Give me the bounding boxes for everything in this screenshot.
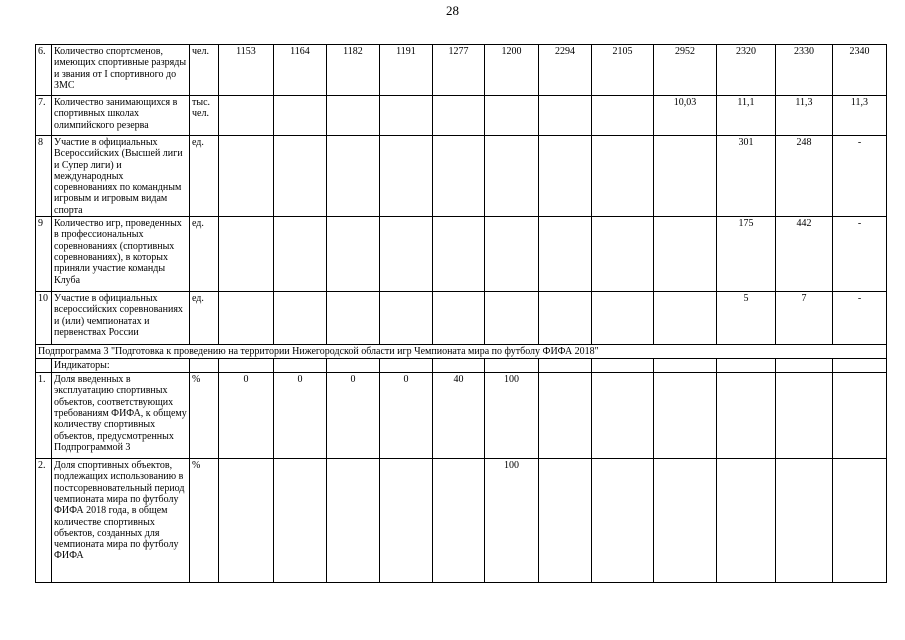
section-row (36, 345, 887, 359)
value-cell (776, 373, 833, 459)
value-cell (433, 96, 485, 136)
value-cell: 2330 (776, 45, 833, 96)
indicator-name: Доля введенных в эксплуатацию спортивных объектов, соответствующих требованиям ФИФА, к общему количеству спортивных объектов, предусмотренных Подпрограммой 3 (52, 373, 190, 459)
unit-cell: ед. (190, 217, 219, 292)
table-row (36, 459, 887, 583)
empty-cell (539, 359, 592, 373)
value-cell (485, 292, 539, 345)
value-cell (539, 292, 592, 345)
value-cell (327, 292, 380, 345)
value-cell: 2294 (539, 45, 592, 96)
row-number: 9 (36, 217, 52, 292)
value-cell: - (833, 136, 887, 217)
value-cell (485, 217, 539, 292)
value-cell (274, 217, 327, 292)
value-cell (219, 136, 274, 217)
value-cell (380, 292, 433, 345)
value-cell (654, 292, 717, 345)
value-cell (380, 217, 433, 292)
value-cell (274, 292, 327, 345)
value-cell: 2105 (592, 45, 654, 96)
value-cell (380, 459, 433, 583)
table-row (36, 96, 887, 136)
value-cell: 1200 (485, 45, 539, 96)
value-cell (654, 373, 717, 459)
table-row (36, 45, 887, 96)
row-number: 7. (36, 96, 52, 136)
value-cell (592, 373, 654, 459)
value-cell (327, 459, 380, 583)
empty-cell (485, 359, 539, 373)
indicator-name: Участие в официальных всероссийских соревнованиях и (или) чемпионатах и первенствах России (52, 292, 190, 345)
value-cell: 1164 (274, 45, 327, 96)
page-number: 28 (446, 3, 459, 18)
empty-cell (592, 359, 654, 373)
value-cell: 0 (274, 373, 327, 459)
value-cell: 5 (717, 292, 776, 345)
value-cell (539, 217, 592, 292)
empty-cell (717, 359, 776, 373)
value-cell (592, 136, 654, 217)
table-row (36, 217, 887, 292)
value-cell: 2952 (654, 45, 717, 96)
indicator-name: Участие в официальных Всероссийских (Высшей лиги и Супер лиги) и международных соревнованиях по командным игровым и игровым видам спорта (52, 136, 190, 217)
value-cell: 11,3 (776, 96, 833, 136)
value-cell: 100 (485, 459, 539, 583)
value-cell: 7 (776, 292, 833, 345)
unit-cell: % (190, 459, 219, 583)
value-cell (592, 96, 654, 136)
section-title: Подпрограмма 3 "Подготовка к проведению на территории Нижегородской области игр Чемпионата мира по футболу ФИФА 2018" (36, 345, 887, 359)
value-cell: 2320 (717, 45, 776, 96)
value-cell: 40 (433, 373, 485, 459)
value-cell (776, 459, 833, 583)
empty-cell (433, 359, 485, 373)
value-cell: 1182 (327, 45, 380, 96)
value-cell: 442 (776, 217, 833, 292)
empty-cell (274, 359, 327, 373)
value-cell (219, 217, 274, 292)
row-number: 10 (36, 292, 52, 345)
value-cell (592, 292, 654, 345)
indicators-label-row (36, 359, 887, 373)
indicator-name: Количество спортсменов, имеющих спортивные разряды и звания от I спортивного до ЗМС (52, 45, 190, 96)
value-cell (539, 459, 592, 583)
value-cell (717, 459, 776, 583)
value-cell (219, 459, 274, 583)
value-cell (327, 217, 380, 292)
value-cell (654, 459, 717, 583)
value-cell: 301 (717, 136, 776, 217)
value-cell (539, 136, 592, 217)
row-number: 6. (36, 45, 52, 96)
indicator-name: Количество игр, проведенных в профессиональных соревнованиях (спортивных соревнованиях), в которых приняли участие команды Клуба (52, 217, 190, 292)
empty-cell (833, 359, 887, 373)
value-cell (274, 96, 327, 136)
value-cell (654, 217, 717, 292)
value-cell: 11,3 (833, 96, 887, 136)
value-cell: 100 (485, 373, 539, 459)
indicator-name: Доля спортивных объектов, подлежащих использованию в постсоревновательный период чемпионата мира по футболу ФИФА 2018 года, в общем количестве спортивных объектов, созданных для чемпионата мира по футболу ФИФА (52, 459, 190, 583)
value-cell (539, 373, 592, 459)
indicators-table (35, 44, 887, 583)
value-cell (433, 459, 485, 583)
table-row (36, 136, 887, 217)
row-number: 2. (36, 459, 52, 583)
value-cell (833, 459, 887, 583)
value-cell (380, 136, 433, 217)
value-cell: 1277 (433, 45, 485, 96)
value-cell: 0 (380, 373, 433, 459)
value-cell: - (833, 217, 887, 292)
value-cell (274, 136, 327, 217)
value-cell (592, 459, 654, 583)
indicator-name: Количество занимающихся в спортивных школах олимпийского резерва (52, 96, 190, 136)
table-row (36, 373, 887, 459)
row-number: 8 (36, 136, 52, 217)
value-cell (219, 292, 274, 345)
value-cell (485, 136, 539, 217)
value-cell: 248 (776, 136, 833, 217)
unit-cell: % (190, 373, 219, 459)
value-cell (327, 136, 380, 217)
value-cell: 1191 (380, 45, 433, 96)
value-cell (485, 96, 539, 136)
value-cell: 11,1 (717, 96, 776, 136)
value-cell: 175 (717, 217, 776, 292)
empty-cell (654, 359, 717, 373)
value-cell: 10,03 (654, 96, 717, 136)
unit-cell: чел. (190, 45, 219, 96)
value-cell (433, 292, 485, 345)
value-cell: - (833, 292, 887, 345)
value-cell (717, 373, 776, 459)
value-cell (833, 373, 887, 459)
value-cell (327, 96, 380, 136)
value-cell (274, 459, 327, 583)
table-row (36, 292, 887, 345)
empty-cell (219, 359, 274, 373)
empty-cell (190, 359, 219, 373)
indicators-label: Индикаторы: (52, 359, 190, 373)
value-cell (219, 96, 274, 136)
empty-cell (776, 359, 833, 373)
value-cell (380, 96, 433, 136)
value-cell (539, 96, 592, 136)
value-cell: 0 (327, 373, 380, 459)
value-cell (592, 217, 654, 292)
unit-cell: ед. (190, 292, 219, 345)
empty-cell (380, 359, 433, 373)
value-cell (654, 136, 717, 217)
value-cell (433, 217, 485, 292)
empty-cell (327, 359, 380, 373)
unit-cell: ед. (190, 136, 219, 217)
value-cell (433, 136, 485, 217)
value-cell: 0 (219, 373, 274, 459)
unit-cell: тыс. чел. (190, 96, 219, 136)
empty-cell (36, 359, 52, 373)
row-number: 1. (36, 373, 52, 459)
value-cell: 1153 (219, 45, 274, 96)
value-cell: 2340 (833, 45, 887, 96)
